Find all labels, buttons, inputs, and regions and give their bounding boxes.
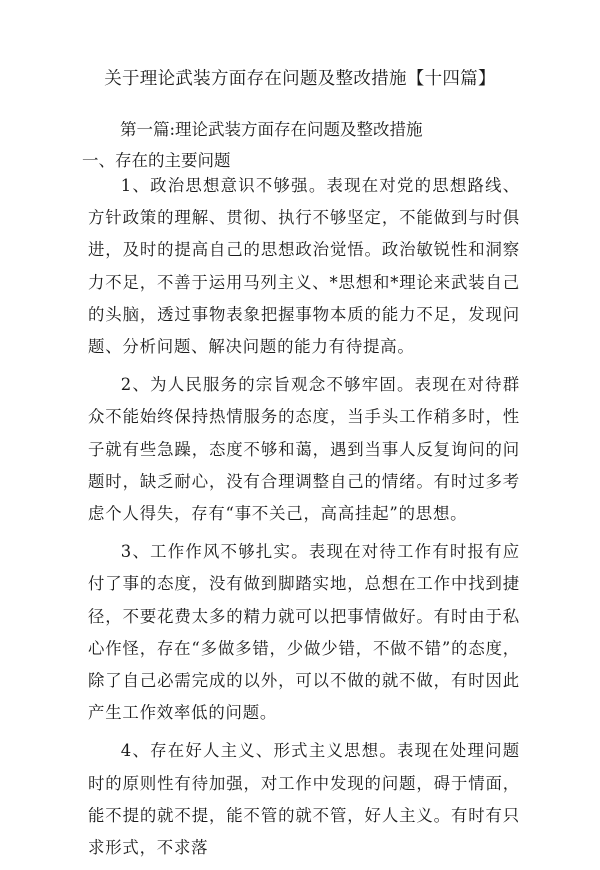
paragraph-1: 1、政治思想意识不够强。表现在对党的思想路线、方针政策的理解、贯彻、执行不够坚定，不能做到与时俱进，及时的提高自己的思想政治觉悟。政治敏锐性和洞察力不足，不善于运用马列主义、*思想和*理论来武装自己的头脑，透过事物表象把握事物本质的能力不足，发现问题、分析问题、解决问题的能力有待提高。 (88, 176, 520, 357)
document-body (88, 170, 520, 870)
section-heading: 一、存在的主要问题 (82, 151, 231, 170)
paragraph-4: 4、存在好人主义、形式主义思想。表现在处理问题时的原则性有待加强，对工作中发现的问题，碍于情面，能不提的就不提，能不管的就不管，好人主义。有时有只求形式，不求落 (88, 741, 520, 858)
paragraph-2: 2、为人民服务的宗旨观念不够牢固。表现在对待群众不能始终保持热情服务的态度，当手头工作稍多时，性子就有些急躁，态度不够和蔼，遇到当事人反复询问的问题时，缺乏耐心，没有合理调整自己的情绪。有时过多考虑个人得失，存有“事不关己，高高挂起”的思想。 (88, 375, 520, 524)
document-subtitle: 第一篇:理论武装方面存在问题及整改措施 (120, 120, 423, 139)
paragraph-3: 3、工作作风不够扎实。表现在对待工作有时报有应付了事的态度，没有做到脚踏实地，总想在工作中找到捷径，不要花费太多的精力就可以把事情做好。有时由于私心作怪，存在“多做多错，少做少错，不做不错”的态度，除了自己必需完成的以外，可以不做的就不做，有时因此产生工作效率低的问题。 (88, 542, 520, 723)
document-title: 关于理论武装方面存在问题及整改措施【十四篇】 (104, 69, 496, 89)
